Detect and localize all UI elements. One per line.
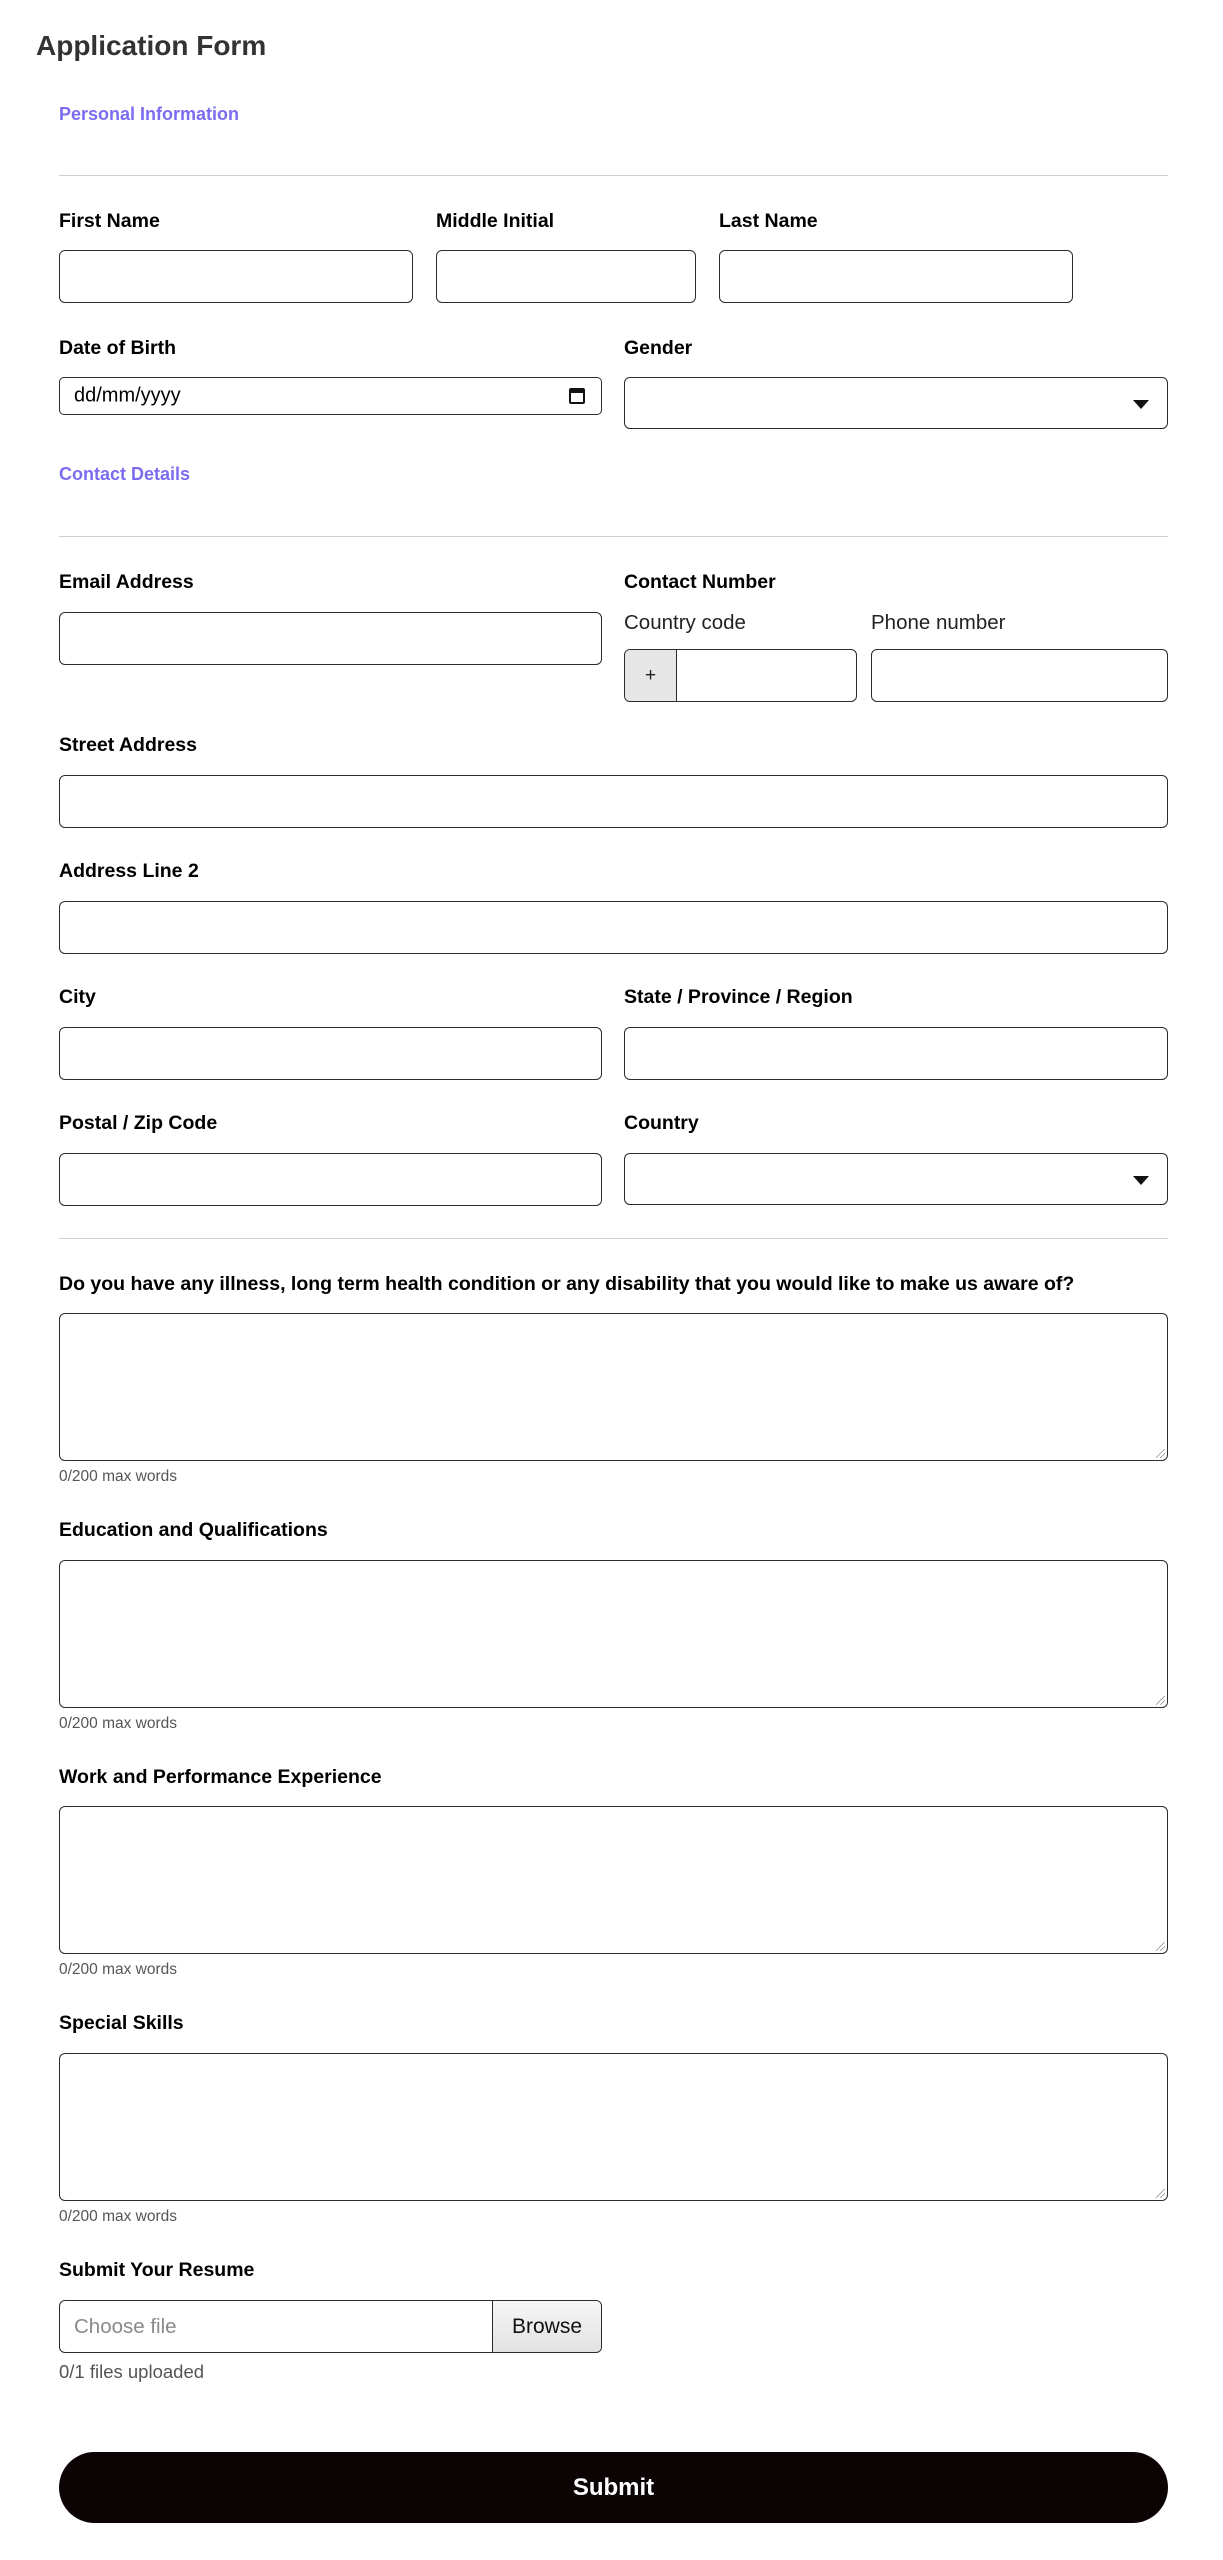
first-name-input[interactable] xyxy=(59,250,413,303)
section-title-personal: Personal Information xyxy=(59,104,240,124)
last-name-input[interactable] xyxy=(719,250,1073,303)
postal-code-input[interactable] xyxy=(59,1153,602,1206)
country-code-label: Country code xyxy=(624,611,746,634)
street-address-label: Street Address xyxy=(59,734,197,756)
city-label: City xyxy=(59,986,96,1008)
page-title: Application Form xyxy=(36,30,267,61)
work-word-counter: 0/200 max words xyxy=(59,1961,178,1978)
plus-prefix: + xyxy=(625,650,677,701)
calendar-icon[interactable] xyxy=(569,388,585,404)
health-question-label: Do you have any illness, long term health condition or any disability that you would like to make us aware of? xyxy=(59,1273,1075,1295)
country-code-input[interactable] xyxy=(624,649,857,702)
divider xyxy=(59,1238,1168,1239)
dob-label: Date of Birth xyxy=(59,337,176,359)
gender-select[interactable] xyxy=(624,377,1168,429)
divider xyxy=(59,536,1168,537)
education-textarea[interactable] xyxy=(59,1560,1168,1708)
phone-number-label: Phone number xyxy=(871,611,1006,634)
first-name-label: First Name xyxy=(59,210,160,232)
dob-input[interactable] xyxy=(59,377,602,415)
files-uploaded-count: 0/1 files uploaded xyxy=(59,2361,205,2382)
divider xyxy=(59,175,1168,176)
health-textarea[interactable] xyxy=(59,1313,1168,1461)
address-line-2-input[interactable] xyxy=(59,901,1168,954)
resume-file-input[interactable] xyxy=(59,2300,602,2353)
country-label: Country xyxy=(624,1112,699,1134)
phone-number-input[interactable] xyxy=(871,649,1168,702)
dob-placeholder: dd/mm/yyyy xyxy=(74,384,181,407)
country-select[interactable] xyxy=(624,1153,1168,1205)
work-experience-label: Work and Performance Experience xyxy=(59,1766,382,1788)
email-input[interactable] xyxy=(59,612,602,665)
postal-code-label: Postal / Zip Code xyxy=(59,1112,218,1134)
middle-initial-input[interactable] xyxy=(436,250,696,303)
special-skills-textarea[interactable] xyxy=(59,2053,1168,2201)
skills-word-counter: 0/200 max words xyxy=(59,2208,178,2225)
health-word-counter: 0/200 max words xyxy=(59,1468,178,1485)
education-label: Education and Qualifications xyxy=(59,1519,328,1541)
city-input[interactable] xyxy=(59,1027,602,1080)
last-name-label: Last Name xyxy=(719,210,818,232)
browse-button[interactable]: Browse xyxy=(492,2301,601,2352)
email-label: Email Address xyxy=(59,571,194,593)
address-line-2-label: Address Line 2 xyxy=(59,860,199,882)
education-word-counter: 0/200 max words xyxy=(59,1715,178,1732)
state-label: State / Province / Region xyxy=(624,986,853,1008)
resume-label: Submit Your Resume xyxy=(59,2259,255,2281)
state-input[interactable] xyxy=(624,1027,1168,1080)
contact-number-label: Contact Number xyxy=(624,571,776,593)
chevron-down-icon xyxy=(1133,1176,1149,1185)
gender-label: Gender xyxy=(624,337,693,359)
section-title-contact: Contact Details xyxy=(59,464,191,484)
file-placeholder: Choose file xyxy=(74,2314,177,2338)
special-skills-label: Special Skills xyxy=(59,2012,184,2034)
work-experience-textarea[interactable] xyxy=(59,1806,1168,1954)
submit-button[interactable]: Submit xyxy=(59,2452,1168,2523)
middle-initial-label: Middle Initial xyxy=(436,210,555,232)
street-address-input[interactable] xyxy=(59,775,1168,828)
chevron-down-icon xyxy=(1133,400,1149,409)
